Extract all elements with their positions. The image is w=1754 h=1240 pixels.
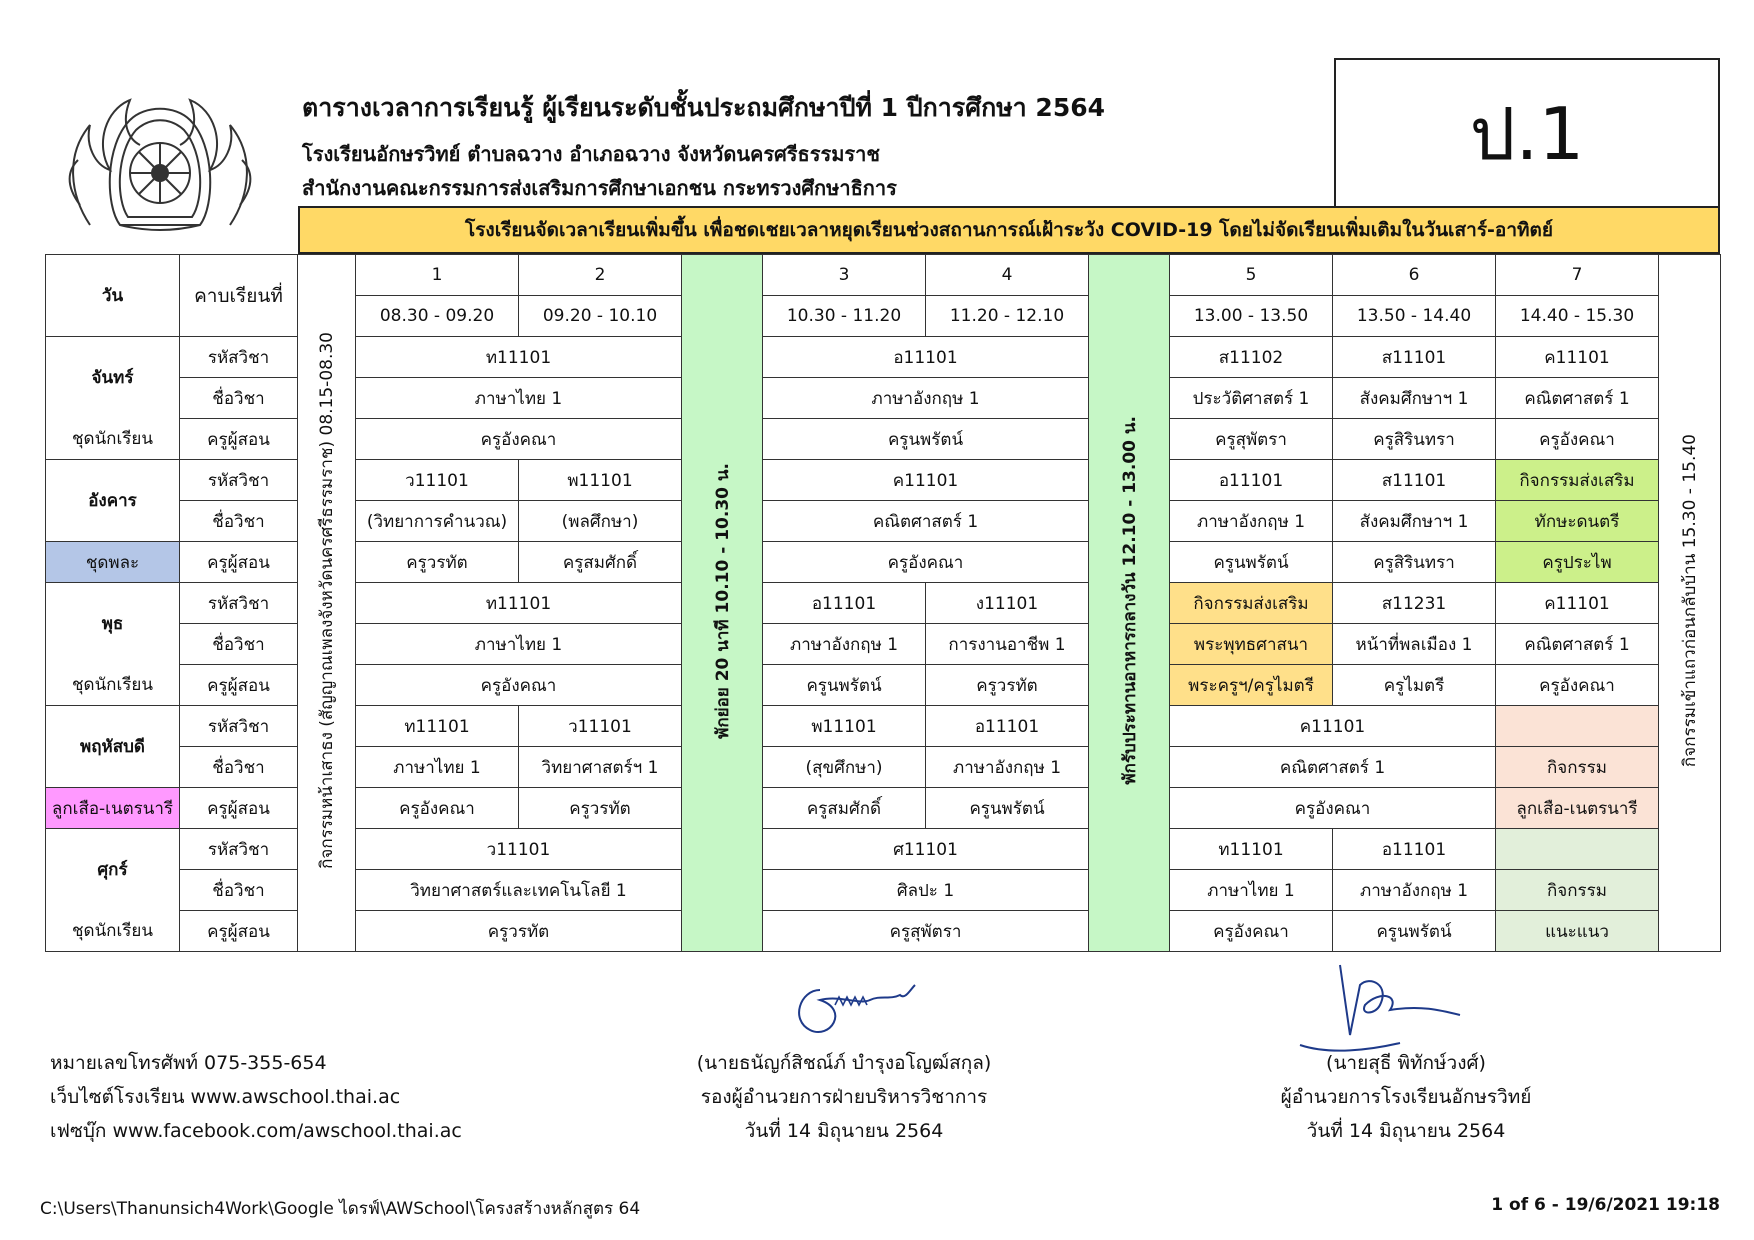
day-thursday: พฤหัสบดี — [46, 706, 180, 788]
subject-code: ว11101 — [356, 829, 682, 870]
subject-code: ส11101 — [1333, 337, 1496, 378]
page-title: ตารางเวลาการเรียนรู้ ผู้เรียนระดับชั้นประถมศึกษาปีที่ 1 ปีการศึกษา 2564 — [302, 93, 1106, 122]
teacher: ครูอังคณา — [763, 542, 1089, 583]
teacher: ครูอังคณา — [356, 665, 682, 706]
teacher: ครูอังคณา — [1496, 665, 1659, 706]
period-3: 3 — [763, 255, 926, 296]
subject-code: ศ11101 — [763, 829, 1089, 870]
short-break: พักย่อย 20 นาที 10.10 - 10.30 น. — [682, 255, 763, 952]
subject-name: (พลศึกษา) — [519, 501, 682, 542]
subject-name: วิทยาศาสตร์และเทคโนโลยี 1 — [356, 870, 682, 911]
subject-name: สังคมศึกษาฯ 1 — [1333, 501, 1496, 542]
subject-code: ท11101 — [356, 337, 682, 378]
teacher: ครูสมศักดิ์ — [763, 788, 926, 829]
subject-code: พ11101 — [763, 706, 926, 747]
subject-name: ภาษาอังกฤษ 1 — [763, 624, 926, 665]
deputy-signature-icon — [780, 970, 930, 1050]
subject-code: อ11101 — [926, 706, 1089, 747]
teacher: ครูสุพัตรา — [763, 911, 1089, 952]
subject-name: ภาษาอังกฤษ 1 — [1333, 870, 1496, 911]
office-name: สำนักงานคณะกรรมการส่งเสริมการศึกษาเอกชน กระทรวงศึกษาธิการ — [302, 176, 897, 200]
subject-code: อ11101 — [763, 337, 1089, 378]
subject-code: ท11101 — [356, 706, 519, 747]
subject-code: กิจกรรมส่งเสริม — [1170, 583, 1333, 624]
teacher: ครูวรทัต — [356, 911, 682, 952]
subject-name: สังคมศึกษาฯ 1 — [1333, 378, 1496, 419]
subject-name: ภาษาไทย 1 — [356, 747, 519, 788]
row-label-name: ชื่อวิชา — [180, 378, 298, 419]
subject-name: คณิตศาสตร์ 1 — [763, 501, 1089, 542]
teacher: ครูอังคณา — [1170, 788, 1496, 829]
subject-code: ค11101 — [763, 460, 1089, 501]
deputy-date: วันที่ 14 มิถุนายน 2564 — [744, 1120, 944, 1142]
teacher: ครูสมศักดิ์ — [519, 542, 682, 583]
subject-code: อ11101 — [1170, 460, 1333, 501]
subject-code: ว11101 — [356, 460, 519, 501]
page-info: 1 of 6 - 19/6/2021 19:18 — [1491, 1195, 1720, 1215]
subject-name: (วิทยาการคำนวณ) — [356, 501, 519, 542]
day-friday: ศุกร์ — [46, 829, 180, 911]
subject-name: ภาษาไทย 1 — [356, 378, 682, 419]
teacher: ครูไมตรี — [1333, 665, 1496, 706]
teacher: ครูอังคณา — [1170, 911, 1333, 952]
period-header: คาบเรียนที่ — [180, 255, 298, 337]
subject-code: ส11101 — [1333, 460, 1496, 501]
subject-name: คณิตศาสตร์ 1 — [1496, 624, 1659, 665]
subject-name: คณิตศาสตร์ 1 — [1496, 378, 1659, 419]
teacher: ครูนพรัตน์ — [1333, 911, 1496, 952]
class-label: ป.1 — [1334, 58, 1720, 206]
teacher: ครูอังคณา — [1496, 419, 1659, 460]
period-5: 5 — [1170, 255, 1333, 296]
subject-name: การงานอาชีพ 1 — [926, 624, 1089, 665]
subject-code: กิจกรรมส่งเสริม — [1496, 460, 1659, 501]
subject-name: ทักษะดนตรี — [1496, 501, 1659, 542]
subject-name: วิทยาศาสตร์ฯ 1 — [519, 747, 682, 788]
uniform-set: ชุดนักเรียน — [46, 665, 180, 706]
row-label-code: รหัสวิชา — [180, 829, 298, 870]
subject-code — [1496, 829, 1659, 870]
lunch-break: พักรับประทานอาหารกลางวัน 12.10 - 13.00 น. — [1089, 255, 1170, 952]
subject-code: ค11101 — [1496, 337, 1659, 378]
teacher: ครูสุพัตรา — [1170, 419, 1333, 460]
row-label-name: ชื่อวิชา — [180, 870, 298, 911]
row-label-code: รหัสวิชา — [180, 337, 298, 378]
time-7: 14.40 - 15.30 — [1496, 296, 1659, 337]
subject-code: ว11101 — [519, 706, 682, 747]
subject-code: ส11231 — [1333, 583, 1496, 624]
subject-code: ส11102 — [1170, 337, 1333, 378]
time-4: 11.20 - 12.10 — [926, 296, 1089, 337]
row-label-teacher: ครูผู้สอน — [180, 665, 298, 706]
teacher: พระครูฯ/ครูไมตรี — [1170, 665, 1333, 706]
row-label-name: ชื่อวิชา — [180, 624, 298, 665]
timetable — [45, 254, 1721, 952]
teacher: ครูสิรินทรา — [1333, 419, 1496, 460]
subject-name: ศิลปะ 1 — [763, 870, 1089, 911]
subject-name: ภาษาไทย 1 — [356, 624, 682, 665]
teacher: แนะแนว — [1496, 911, 1659, 952]
teacher: ครูนพรัตน์ — [1170, 542, 1333, 583]
school-website: เว็บไซต์โรงเรียน www.awschool.thai.ac — [50, 1086, 401, 1108]
school-facebook: เฟซบุ๊ก www.facebook.com/awschool.thai.ac — [50, 1120, 462, 1142]
teacher: ครูประไพ — [1496, 542, 1659, 583]
period-7: 7 — [1496, 255, 1659, 296]
day-header: วัน — [46, 255, 180, 337]
deputy-name: (นายธนัญก์สิชณ์ภ์ บำรุงอโญฒ์สกุล) — [696, 1052, 992, 1074]
subject-code: ค11101 — [1496, 583, 1659, 624]
teacher: ครูวรทัต — [356, 542, 519, 583]
teacher: ครูนพรัตน์ — [926, 788, 1089, 829]
subject-name: หน้าที่พลเมือง 1 — [1333, 624, 1496, 665]
teacher: ครูนพรัตน์ — [763, 419, 1089, 460]
row-label-teacher: ครูผู้สอน — [180, 542, 298, 583]
school-emblem-icon — [60, 85, 260, 235]
director-role: ผู้อำนวยการโรงเรียนอักษรวิทย์ — [1280, 1086, 1532, 1108]
morning-activity: กิจกรรมหน้าเสาธง (สัญญาณเพลงจังหวัดนครศรีธรรมราช) 08.15-08.30 — [298, 255, 356, 952]
school-name: โรงเรียนอักษรวิทย์ ตำบลฉวาง อำเภอฉวาง จังหวัดนครศรีธรรมราช — [302, 142, 880, 166]
period-6: 6 — [1333, 255, 1496, 296]
time-2: 09.20 - 10.10 — [519, 296, 682, 337]
subject-name: ภาษาไทย 1 — [1170, 870, 1333, 911]
teacher: ครูวรทัต — [926, 665, 1089, 706]
subject-name: ภาษาอังกฤษ 1 — [926, 747, 1089, 788]
school-phone: หมายเลขโทรศัพท์ 075-355-654 — [50, 1052, 327, 1074]
period-2: 2 — [519, 255, 682, 296]
row-label-teacher: ครูผู้สอน — [180, 788, 298, 829]
subject-name: ภาษาอังกฤษ 1 — [1170, 501, 1333, 542]
subject-code: ท11101 — [1170, 829, 1333, 870]
subject-code: พ11101 — [519, 460, 682, 501]
file-path: C:\Users\Thanunsich4Work\Google ไดรฟ์\AWSchool\โครงสร้างหลักสูตร 64 — [40, 1199, 641, 1219]
covid-banner: โรงเรียนจัดเวลาเรียนเพิ่มขึ้น เพื่อชดเชยเวลาหยุดเรียนช่วงสถานการณ์เฝ้าระวัง COVID-19 โดยไม่จัดเรียนเพิ่มเติมในวันเสาร์-อาทิตย์ — [298, 206, 1720, 254]
subject-name: กิจกรรม — [1496, 747, 1659, 788]
teacher: ครูอังคณา — [356, 788, 519, 829]
subject-code: อ11101 — [763, 583, 926, 624]
time-1: 08.30 - 09.20 — [356, 296, 519, 337]
row-label-teacher: ครูผู้สอน — [180, 911, 298, 952]
time-6: 13.50 - 14.40 — [1333, 296, 1496, 337]
uniform-set: ชุดพละ — [46, 542, 180, 583]
teacher: ลูกเสือ-เนตรนารี — [1496, 788, 1659, 829]
subject-name: ภาษาอังกฤษ 1 — [763, 378, 1089, 419]
evening-activity: กิจกรรมเข้าแถวก่อนกลับบ้าน 15.30 - 15.40 — [1659, 255, 1721, 952]
deputy-role: รองผู้อำนวยการฝ่ายบริหารวิชาการ — [700, 1086, 988, 1108]
time-5: 13.00 - 13.50 — [1170, 296, 1333, 337]
row-label-code: รหัสวิชา — [180, 583, 298, 624]
period-4: 4 — [926, 255, 1089, 296]
day-tuesday: อังคาร — [46, 460, 180, 542]
teacher: ครูอังคณา — [356, 419, 682, 460]
row-label-teacher: ครูผู้สอน — [180, 419, 298, 460]
subject-name: กิจกรรม — [1496, 870, 1659, 911]
subject-name: พระพุทธศาสนา — [1170, 624, 1333, 665]
row-label-code: รหัสวิชา — [180, 706, 298, 747]
period-1: 1 — [356, 255, 519, 296]
subject-code: ง11101 — [926, 583, 1089, 624]
row-label-code: รหัสวิชา — [180, 460, 298, 501]
subject-code: ท11101 — [356, 583, 682, 624]
row-label-name: ชื่อวิชา — [180, 501, 298, 542]
subject-name: ประวัติศาสตร์ 1 — [1170, 378, 1333, 419]
row-label-name: ชื่อวิชา — [180, 747, 298, 788]
teacher: ครูสิรินทรา — [1333, 542, 1496, 583]
director-date: วันที่ 14 มิถุนายน 2564 — [1306, 1120, 1506, 1142]
subject-code: ค11101 — [1170, 706, 1496, 747]
uniform-set: ชุดนักเรียน — [46, 419, 180, 460]
director-name: (นายสุธี พิทักษ์วงศ์) — [1326, 1052, 1486, 1074]
subject-code: อ11101 — [1333, 829, 1496, 870]
day-wednesday: พุธ — [46, 583, 180, 665]
day-monday: จันทร์ — [46, 337, 180, 419]
subject-name: คณิตศาสตร์ 1 — [1170, 747, 1496, 788]
subject-code — [1496, 706, 1659, 747]
uniform-set: ชุดนักเรียน — [46, 911, 180, 952]
teacher: ครูนพรัตน์ — [763, 665, 926, 706]
subject-name: (สุขศึกษา) — [763, 747, 926, 788]
time-3: 10.30 - 11.20 — [763, 296, 926, 337]
uniform-set: ลูกเสือ-เนตรนารี — [46, 788, 180, 829]
teacher: ครูวรทัต — [519, 788, 682, 829]
